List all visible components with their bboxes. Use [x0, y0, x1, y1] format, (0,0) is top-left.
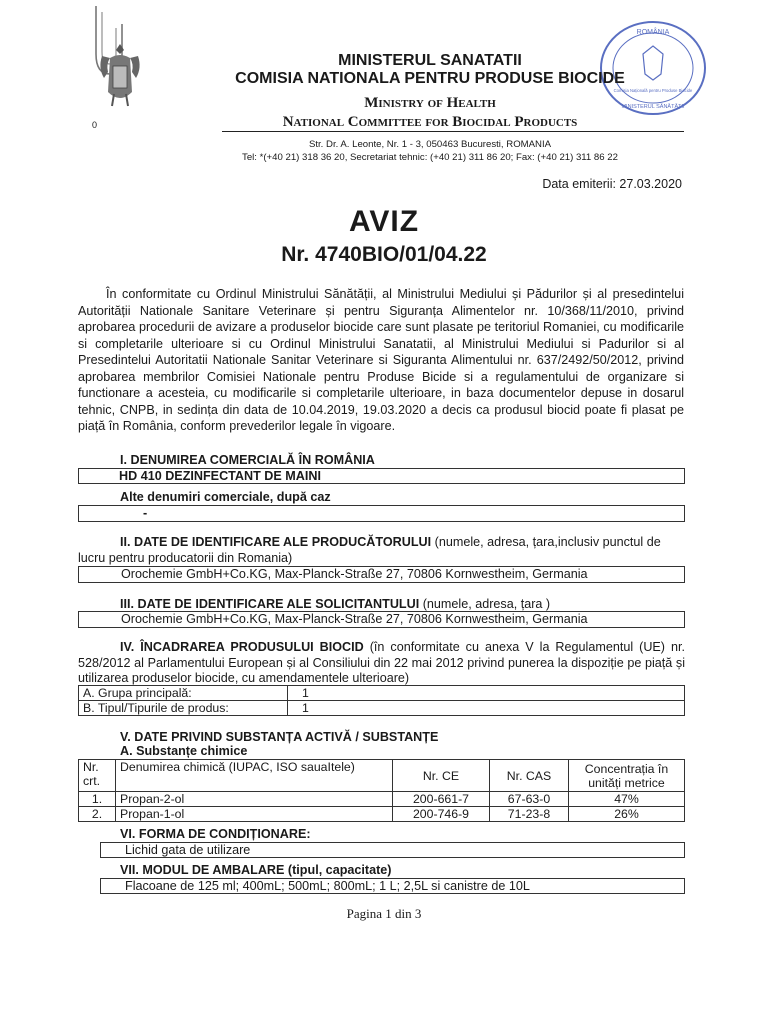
table-row [79, 686, 685, 701]
address-line: Str. Dr. A. Leonte, Nr. 1 - 3, 050463 Bucuresti, ROMANIA [308, 139, 552, 150]
ministry-header-ro [220, 52, 640, 88]
group-label: A. Grupa principală: [79, 686, 288, 701]
col-cas-header: Nr. CAS [490, 760, 569, 792]
section-2-heading-block [78, 535, 685, 566]
section-2-note: (numele, adresa, țara,inclusiv punctul de lucru pentru producatorii din Romania) [78, 535, 661, 565]
eagle-crest-icon [96, 42, 144, 122]
stamp-bottom-text: MINISTERUL SĂNĂTĂȚII [621, 104, 685, 110]
intro-paragraph: În conformitate cu Ordinul Ministrului Sănătății, al Ministrului Mediului și Pădurilor și al presedintelui Autorității Nationale Sanitare Veterinare și pentru Siguranța Alimentelor nr. 10/368/11/2010, privind aprobarea procedurii de avizare a produselor biocide care sunt plasate pe teritoriul Romaniei, cu modificarile si completarile ulterioare si cu Ordinul Ministrului Sanatatii, al Ministrului Mediului si Padurilor si al Presedintelui Autoritatii Nationale Sanitar Veterinare si Siguranta Alimentului nr. 637/2492/50/2012, privind aprobarea membrilor Comisiei Nationale pentru Produse Bicide si a regulamentului de organizare si functionare a acesteia, cu modificarile si completarile ulterioare, in baza documentelor depuse in dosarul tehnic, CNPB, in sedința din data de 10.04.2019, 19.03.2020 a decis ca produsul biocid poate fi plasat pe piață în România, conform prevederilor legale în vigoare. [78, 287, 684, 433]
packaging-box [100, 878, 685, 894]
table-row [79, 807, 685, 822]
crest-mark: 0 [92, 120, 98, 130]
issue-date: Data emiterii: 27.03.2020 [542, 177, 682, 191]
formulation-value: Lichid gata de utilizare [125, 843, 251, 857]
row-2-nr: 2. [79, 807, 116, 822]
row-2-cas: 71-23-8 [490, 807, 569, 822]
row-2-conc: 26% [569, 807, 685, 822]
col-conc-header: Concentrația în unități metrice [569, 760, 685, 792]
manufacturer-value: Orochemie GmbH+Co.KG, Max-Planck-Straße 27, 70806 Kornwestheim, Germania [121, 567, 588, 581]
table-row [79, 792, 685, 807]
stamp-top-text: ROMÂNIA [636, 29, 670, 36]
product-classification-table [78, 685, 685, 716]
section-4-heading: IV. ÎNCADRAREA PRODUSULUI BIOCID [120, 640, 364, 654]
alt-names-box [78, 505, 685, 522]
row-1-nr: 1. [79, 792, 116, 807]
table-row [79, 701, 685, 716]
formulation-box [100, 842, 685, 858]
row-1-ce: 200-661-7 [393, 792, 490, 807]
page-number: Pagina 1 din 3 [346, 906, 422, 921]
contact-line: Tel: *(+40 21) 318 36 20, Secretariat tehnic: (+40 21) 311 86 20; Fax: (+40 21) 311 86 22 [242, 152, 618, 163]
packaging-value: Flacoane de 125 ml; 400mL; 500mL; 800mL; 1 L; 2,5L si canistre de 10L [125, 879, 530, 893]
document-number: Nr. 4740BIO/01/04.22 [281, 243, 487, 266]
section-4-note: (în conformitate cu anexa V la Regulamentul (UE) nr. 528/2012 al Parlamentului European și al Consiliului din 22 mai 2012 privind punerea la dispoziție pe piață și utilizarea produselor biocide, cu amendamentele ulterioare) [78, 640, 685, 685]
row-1-name: Propan-2-ol [116, 792, 393, 807]
ministry-name: MINISTERUL SANATATII [338, 52, 522, 69]
manufacturer-box [78, 566, 685, 583]
section-6-heading: VI. FORMA DE CONDIȚIONARE: [120, 827, 311, 841]
col-ce-header: Nr. CE [393, 760, 490, 792]
ministry-name-en: Ministry of Health [364, 95, 496, 111]
section-5-subheading: A. Substanțe chimice [120, 744, 248, 758]
active-substances-table [78, 759, 685, 822]
row-1-conc: 47% [569, 792, 685, 807]
header-address [180, 138, 680, 164]
table-header-row [79, 760, 685, 792]
coat-of-arms-logo [96, 42, 144, 122]
document-title: AVIZ [348, 205, 420, 238]
row-2-ce: 200-746-9 [393, 807, 490, 822]
section-3-note: (numele, adresa, țara ) [422, 597, 551, 611]
section-7-heading: VII. MODUL DE AMBALARE (tipul, capacitate) [120, 863, 392, 877]
section-2-heading: II. DATE DE IDENTIFICARE ALE PRODUCĂTORULUI [120, 535, 432, 549]
section-3-heading-block [120, 597, 550, 611]
section-5-heading: V. DATE PRIVIND SUBSTANȚA ACTIVĂ / SUBSTANȚE [120, 730, 439, 744]
alt-names-value: - [143, 506, 148, 520]
ministry-header-en [220, 94, 640, 132]
row-2-name: Propan-1-ol [116, 807, 393, 822]
product-type-value: 1 [288, 701, 685, 716]
section-1-heading: I. DENUMIREA COMERCIALĂ ÎN ROMÂNIA [120, 453, 375, 467]
stamp-middle-text: Comisia Națională pentru Produse Biocide [613, 88, 693, 93]
section-3-heading: III. DATE DE IDENTIFICARE ALE SOLICITANTULUI [120, 597, 420, 611]
product-type-label: B. Tipul/Tipurile de produs: [79, 701, 288, 716]
alt-names-heading: Alte denumiri comerciale, după caz [120, 490, 331, 504]
trade-name-box [78, 468, 685, 484]
col-nr-header: Nr. crt. [79, 760, 116, 792]
applicant-box [78, 611, 685, 628]
header-divider [222, 131, 684, 132]
applicant-value: Orochemie GmbH+Co.KG, Max-Planck-Straße 27, 70806 Kornwestheim, Germania [121, 612, 588, 626]
group-value: 1 [288, 686, 685, 701]
committee-name-en: National Committee for Biocidal Products [282, 114, 578, 130]
commission-name: COMISIA NATIONALA PENTRU PRODUSE BIOCIDE [235, 70, 625, 87]
section-4-heading-block [78, 640, 685, 687]
col-name-header: Denumirea chimică (IUPAC, ISO sauaItele) [116, 760, 393, 792]
row-1-cas: 67-63-0 [490, 792, 569, 807]
trade-name-value: HD 410 DEZINFECTANT DE MAINI [119, 469, 321, 483]
